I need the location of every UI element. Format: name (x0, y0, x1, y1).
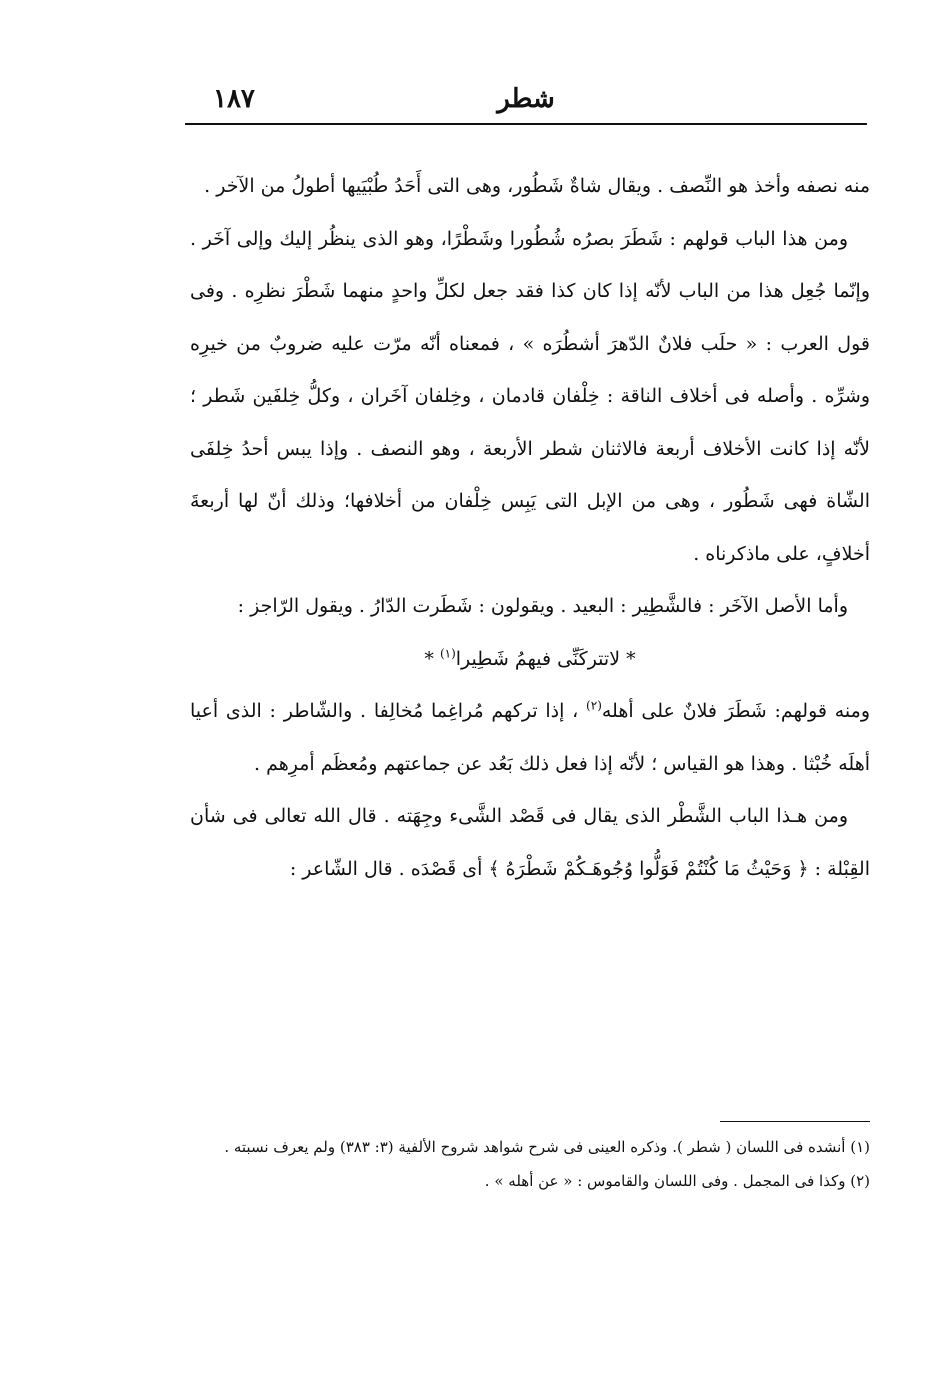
footnote-marker: (١) (439, 646, 456, 661)
paragraph: وأما الأصل الآخَر : فالشَّطِير : البعيد . ويقولون : شَطَرت الدّارُ . ويقول الرّاجز : (237, 595, 848, 617)
footnote-marker: (٢) (586, 698, 602, 713)
paragraph-text: ، إذا تركهم مُراغِما مُخالِفا . والشّاطر : الذى أعيا أهلَه خُبْثا . وهذا هو القياس ؛ لأنّه إذا فعل ذلك بَعُد عن جماعتهم ومُعظَم أمرِهم . (190, 700, 870, 775)
page-header (185, 78, 867, 122)
paragraph (190, 685, 870, 790)
paragraph: ومن هـذا الباب الشَّطْر الذى يقال فى قَصْد الشَّىء وجِهَته . قال الله تعالى فى شأن القِبْلة : ﴿ وَحَيْثُ مَا كُنْتُمْ فَوَلُّوا وُجُوهَـكُمْ شَطْرَهُ ﴾ أى قَصْدَه . قال الشّاعر : (190, 805, 870, 880)
page-number: ١٨٧ (213, 84, 255, 114)
verse-end: * (424, 647, 440, 670)
paragraph: منه نصفه وأخذ هو النِّصف . ويقال شاةٌ شَطُور، وهى التى أَحَدُ طُبْيَيها أطولُ من الآخر . (204, 175, 870, 197)
header-rule (185, 123, 867, 125)
footnote: (١) أنشده فى اللسان ( شطر ). وذكره العينى فى شرح شواهد شروح الألفية (٣: ٣٨٣) ولم يعرف نسبته . (224, 1138, 870, 1156)
footnotes (190, 1130, 870, 1198)
footnote: (٢) وكذا فى المجمل . وفى اللسان والقاموس : « عن أهله » . (484, 1172, 870, 1190)
main-text (190, 160, 870, 895)
paragraph: ومن هذا الباب قولهم : شَطَرَ بصرُه شُطُورا وشَطْرًا، وهو الذى ينظُر إليك وإلى آخَر . وإنّما جُعِل هذا من الباب لأنّه إذا كان كذا فقد جعل لكلِّ واحدٍ منهما شَطْرَ نظرِه . وفى قول العرب : « حلَب فلانٌ الدّهرَ أشطُرَه » ، فمعناه أنّه مرّت عليه ضروبٌ من خيرِه وشرِّه . وأصله فى أخلاف الناقة : خِلْفان قادمان ، وخِلفان آخَران ، وكلُّ خِلفَين شَطر ؛ لأنّه إذا كانت الأخلاف أربعة فالاثنان شطر الأربعة ، وهو النصف . وإذا يبس أحدُ خِلفَى الشّاة فهى شَطُور ، وهى من الإبل التى يَبِس خِلْفان من أخلافها؛ وذلك أنّ لها أربعةَ أخلافٍ، على ماذكرناه . (190, 227, 870, 565)
paragraph-text: ومنه قولهم: شَطَرَ فلانٌ على أهله (601, 700, 870, 722)
footnote-rule (720, 1121, 870, 1122)
verse-text: * لاتتركَنِّى فيهمُ شَطِيرا (455, 647, 636, 670)
verse-line (190, 633, 870, 686)
running-title: شطر (497, 84, 555, 114)
